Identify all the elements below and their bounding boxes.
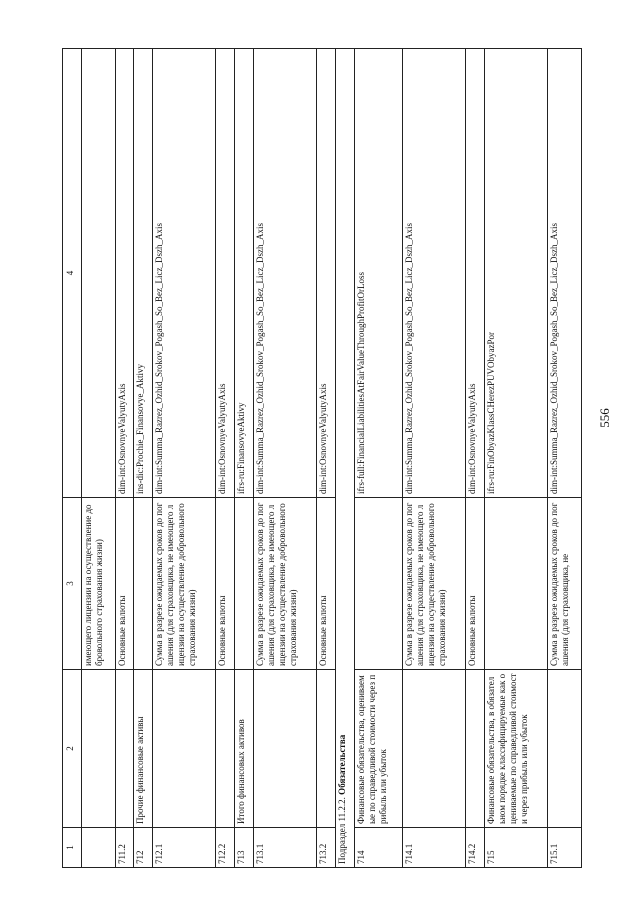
table-row [216, 49, 235, 868]
table-row [82, 49, 116, 868]
table-row [254, 49, 317, 868]
row-name [216, 670, 235, 828]
row-dimension: ifrs-ru:FinansovyeAktivy [235, 49, 254, 498]
row-description: Сумма в разрезе ожидаемых сроков до погашения (для страховщика, не имеющего лицензии на осуществление добровольного страхования жизни) [254, 498, 317, 670]
row-number: 711.2 [115, 828, 134, 868]
row-number: 714.2 [466, 828, 485, 868]
row-description: Основные валюты [317, 498, 336, 670]
document-table [62, 48, 582, 868]
header-cell: 4 [63, 49, 82, 498]
row-number: 713 [235, 828, 254, 868]
section-title: Обязательства [336, 734, 347, 795]
row-name [317, 670, 336, 828]
row-dimension: dim-int:Summa_Razrez_Ozhid_Srokov_Pogash_So_Bez_Licz_Dszh_Axis [153, 49, 216, 498]
table-row [235, 49, 254, 868]
row-description: Сумма в разрезе ожидаемых сроков до погашения (для страховщика, не имеющего лицензии на осуществление добровольного страхования жизни) [153, 498, 216, 670]
section-prefix: Подраздел 11.2.2. [336, 797, 347, 864]
table-row [115, 49, 134, 868]
row-name: Финансовые обязательства, в обязательном порядке классифицируемые как оцениваемые по справедливой стоимости через прибыль или убыток [485, 670, 548, 828]
row-number: 714 [354, 828, 402, 868]
row-number: 715.1 [548, 828, 582, 868]
row-number [82, 828, 116, 868]
row-dimension: ifrs-full:FinancialLiabilitiesAtFairValueThroughProfitOrLoss [354, 49, 402, 498]
row-name [548, 670, 582, 828]
section-row [335, 49, 354, 868]
row-number: 712.2 [216, 828, 235, 868]
header-cell: 3 [63, 498, 82, 670]
row-name [115, 670, 134, 828]
row-description: Основные валюты [216, 498, 235, 670]
row-description [485, 498, 548, 670]
table-row [548, 49, 582, 868]
table-row [354, 49, 402, 868]
row-description: Сумма в разрезе ожидаемых сроков до погашения (для страховщика, не имеющего лицензии на осуществление добровольного страхования жизни) [403, 498, 466, 670]
row-description [235, 498, 254, 670]
table-row [317, 49, 336, 868]
row-name [153, 670, 216, 828]
row-number: 715 [485, 828, 548, 868]
row-dimension: dim-int:OsnovnyeValyutyAxis [466, 49, 485, 498]
row-name: Итого финансовых активов [235, 670, 254, 828]
table-row [403, 49, 466, 868]
row-dimension: dim-int:OsnovnyeValyutyAxis [115, 49, 134, 498]
row-number: 714.1 [403, 828, 466, 868]
row-dimension: dim-int:Summa_Razrez_Ozhid_Srokov_Pogash_So_Bez_Licz_Dszh_Axis [403, 49, 466, 498]
section-heading [335, 49, 354, 868]
row-description [134, 498, 153, 670]
row-description: имеющего лицензии на осуществление добровольного страхования жизни) [82, 498, 116, 670]
row-name [254, 670, 317, 828]
row-name [466, 670, 485, 828]
rotated-table-frame [62, 48, 582, 868]
row-number: 713.1 [254, 828, 317, 868]
header-cell: 2 [63, 670, 82, 828]
page-number: 556 [596, 408, 612, 428]
row-dimension: ins-dic:Prochie_Finansovye_Aktivy [134, 49, 153, 498]
row-number: 713.2 [317, 828, 336, 868]
table-row [485, 49, 548, 868]
row-description: Основные валюты [115, 498, 134, 670]
row-name [403, 670, 466, 828]
row-description: Сумма в разрезе ожидаемых сроков до погашения (для страховщика, не [548, 498, 582, 670]
row-dimension: dim-int:Summa_Razrez_Ozhid_Srokov_Pogash_So_Bez_Licz_Dszh_Axis [548, 49, 582, 498]
header-row [63, 49, 82, 868]
row-name [82, 670, 116, 828]
row-description [354, 498, 402, 670]
table-row [134, 49, 153, 868]
row-dimension: ifrs-ru:FinObyazKlassCHerezPUVObyazPor [485, 49, 548, 498]
row-number: 712 [134, 828, 153, 868]
row-name: Прочие финансовые активы [134, 670, 153, 828]
row-dimension: dim-int:OsnovnyeValyutyAxis [216, 49, 235, 498]
table-row [153, 49, 216, 868]
header-cell: 1 [63, 828, 82, 868]
row-dimension: dim-int:OsnovnyeValyutyAxis [317, 49, 336, 498]
table-row [466, 49, 485, 868]
row-dimension: dim-int:Summa_Razrez_Ozhid_Srokov_Pogash_So_Bez_Licz_Dszh_Axis [254, 49, 317, 498]
row-number: 712.1 [153, 828, 216, 868]
row-dimension [82, 49, 116, 498]
row-description: Основные валюты [466, 498, 485, 670]
row-name: Финансовые обязательства, оцениваемые по справедливой стоимости через прибыль или убыток [354, 670, 402, 828]
